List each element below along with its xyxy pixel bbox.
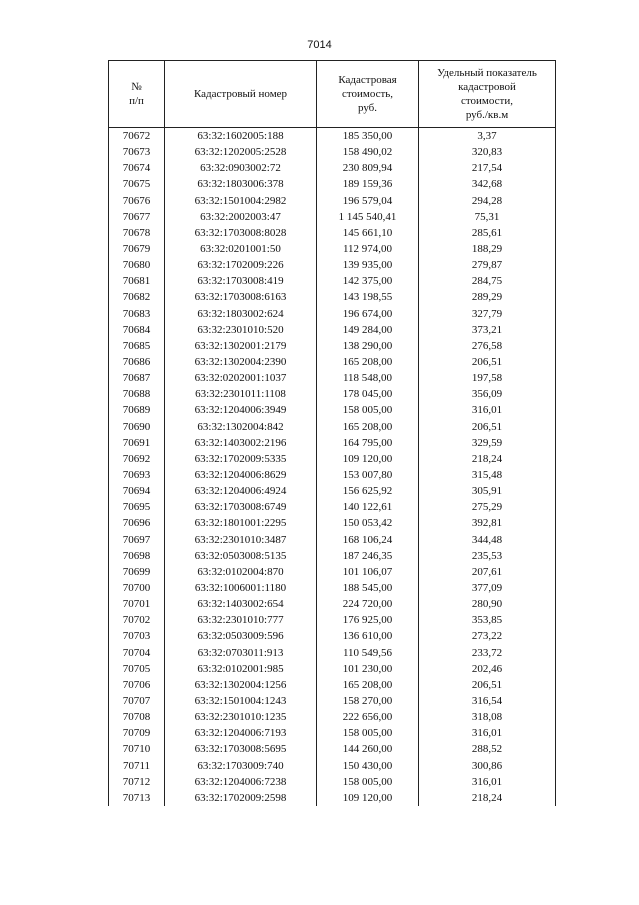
specific-value-cell: 276,58	[419, 338, 556, 354]
cadastral-number-cell: 63:32:1702009:2598	[165, 790, 317, 806]
table-row	[109, 176, 556, 192]
specific-value-cell: 197,58	[419, 370, 556, 386]
row-number-cell: 70684	[109, 322, 165, 338]
cadastral-number-cell: 63:32:1204006:8629	[165, 467, 317, 483]
row-number-cell: 70705	[109, 661, 165, 677]
table-row	[109, 564, 556, 580]
cadastral-cost-cell: 178 045,00	[317, 386, 419, 402]
row-number-cell: 70706	[109, 677, 165, 693]
cadastral-cost-cell: 101 230,00	[317, 661, 419, 677]
specific-value-cell: 289,29	[419, 289, 556, 305]
cadastral-cost-cell: 164 795,00	[317, 435, 419, 451]
cadastral-number-cell: 63:32:1403002:2196	[165, 435, 317, 451]
cadastral-cost-cell: 196 579,04	[317, 193, 419, 209]
cadastral-number-cell: 63:32:1302004:2390	[165, 354, 317, 370]
cadastral-cost-cell: 140 122,61	[317, 499, 419, 515]
cadastral-cost-cell: 158 270,00	[317, 693, 419, 709]
cadastral-cost-cell: 145 661,10	[317, 225, 419, 241]
table-row	[109, 483, 556, 499]
row-number-cell: 70673	[109, 144, 165, 160]
cadastral-cost-cell: 110 549,56	[317, 645, 419, 661]
specific-value-cell: 280,90	[419, 596, 556, 612]
table-row	[109, 354, 556, 370]
specific-value-cell: 284,75	[419, 273, 556, 289]
table-row	[109, 693, 556, 709]
cadastral-number-cell: 63:32:1702009:226	[165, 257, 317, 273]
specific-value-cell: 202,46	[419, 661, 556, 677]
cadastral-number-cell: 63:32:0201001:50	[165, 241, 317, 257]
table-row	[109, 306, 556, 322]
specific-value-cell: 300,86	[419, 757, 556, 773]
cadastral-cost-cell: 1 145 540,41	[317, 209, 419, 225]
cadastral-cost-cell: 150 430,00	[317, 757, 419, 773]
specific-value-cell: 75,31	[419, 209, 556, 225]
row-number-cell: 70698	[109, 548, 165, 564]
specific-value-cell: 273,22	[419, 628, 556, 644]
row-number-cell: 70674	[109, 160, 165, 176]
row-number-cell: 70689	[109, 402, 165, 418]
specific-value-cell: 316,01	[419, 774, 556, 790]
cadastral-number-cell: 63:32:0503009:596	[165, 628, 317, 644]
row-number-cell: 70695	[109, 499, 165, 515]
cadastral-number-cell: 63:32:1204006:4924	[165, 483, 317, 499]
specific-value-cell: 316,01	[419, 402, 556, 418]
table-row	[109, 209, 556, 225]
cadastral-table	[108, 60, 556, 806]
cadastral-number-cell: 63:32:1703008:5695	[165, 741, 317, 757]
specific-value-cell: 392,81	[419, 515, 556, 531]
cadastral-cost-cell: 189 159,36	[317, 176, 419, 192]
specific-value-cell: 320,83	[419, 144, 556, 160]
specific-value-cell: 342,68	[419, 176, 556, 192]
table-row	[109, 225, 556, 241]
table-row	[109, 499, 556, 515]
table-row	[109, 144, 556, 160]
header-specific-line: Удельный показатель	[437, 67, 537, 79]
row-number-cell: 70710	[109, 741, 165, 757]
row-number-cell: 70691	[109, 435, 165, 451]
table-row	[109, 741, 556, 757]
specific-value-cell: 206,51	[419, 419, 556, 435]
row-number-cell: 70678	[109, 225, 165, 241]
cadastral-cost-cell: 158 490,02	[317, 144, 419, 160]
cadastral-cost-cell: 149 284,00	[317, 322, 419, 338]
row-number-cell: 70690	[109, 419, 165, 435]
cadastral-number-cell: 63:32:1703008:6749	[165, 499, 317, 515]
table-row	[109, 725, 556, 741]
specific-value-cell: 305,91	[419, 483, 556, 499]
cadastral-cost-cell: 112 974,00	[317, 241, 419, 257]
cadastral-number-cell: 63:32:1202005:2528	[165, 144, 317, 160]
specific-value-cell: 288,52	[419, 741, 556, 757]
header-cadastral-number: Кадастровый номер	[165, 61, 317, 128]
specific-value-cell: 316,01	[419, 725, 556, 741]
table-row	[109, 661, 556, 677]
cadastral-cost-cell: 165 208,00	[317, 419, 419, 435]
header-specific-line: руб./кв.м	[465, 109, 509, 121]
table-row	[109, 709, 556, 725]
table-row	[109, 515, 556, 531]
cadastral-number-cell: 63:32:2301010:520	[165, 322, 317, 338]
table-row	[109, 532, 556, 548]
cadastral-number-cell: 63:32:1403002:654	[165, 596, 317, 612]
row-number-cell: 70675	[109, 176, 165, 192]
cadastral-cost-cell: 222 656,00	[317, 709, 419, 725]
cadastral-number-cell: 63:32:1204006:3949	[165, 402, 317, 418]
page-number: 7014	[307, 39, 332, 51]
table-row	[109, 677, 556, 693]
table-row	[109, 467, 556, 483]
row-number-cell: 70697	[109, 532, 165, 548]
cadastral-cost-cell: 196 674,00	[317, 306, 419, 322]
table-header-row	[109, 61, 556, 128]
table-row	[109, 757, 556, 773]
header-cost-line: стоимость,	[341, 88, 394, 100]
cadastral-number-cell: 63:32:1302004:842	[165, 419, 317, 435]
table-row	[109, 774, 556, 790]
cadastral-number-cell: 63:32:1801001:2295	[165, 515, 317, 531]
table-row	[109, 548, 556, 564]
table-row	[109, 257, 556, 273]
cadastral-number-cell: 63:32:2301010:3487	[165, 532, 317, 548]
table-row	[109, 628, 556, 644]
cadastral-cost-cell: 150 053,42	[317, 515, 419, 531]
row-number-cell: 70712	[109, 774, 165, 790]
specific-value-cell: 235,53	[419, 548, 556, 564]
cadastral-number-cell: 63:32:0102004:870	[165, 564, 317, 580]
cadastral-cost-cell: 109 120,00	[317, 451, 419, 467]
row-number-cell: 70704	[109, 645, 165, 661]
cadastral-cost-cell: 188 545,00	[317, 580, 419, 596]
row-number-cell: 70672	[109, 128, 165, 145]
row-number-cell: 70703	[109, 628, 165, 644]
row-number-cell: 70694	[109, 483, 165, 499]
cadastral-number-cell: 63:32:2002003:47	[165, 209, 317, 225]
row-number-cell: 70711	[109, 757, 165, 773]
cadastral-number-cell: 63:32:0703011:913	[165, 645, 317, 661]
table-row	[109, 128, 556, 145]
cadastral-cost-cell: 165 208,00	[317, 677, 419, 693]
table-row	[109, 612, 556, 628]
specific-value-cell: 207,61	[419, 564, 556, 580]
header-specific-line: кадастровой	[458, 81, 516, 93]
specific-value-cell: 344,48	[419, 532, 556, 548]
specific-value-cell: 316,54	[419, 693, 556, 709]
specific-value-cell: 377,09	[419, 580, 556, 596]
row-number-cell: 70686	[109, 354, 165, 370]
cadastral-number-cell: 63:32:0903002:72	[165, 160, 317, 176]
cadastral-cost-cell: 176 925,00	[317, 612, 419, 628]
specific-value-cell: 315,48	[419, 467, 556, 483]
table-row	[109, 160, 556, 176]
specific-value-cell: 318,08	[419, 709, 556, 725]
cadastral-cost-cell: 142 375,00	[317, 273, 419, 289]
cadastral-cost-cell: 118 548,00	[317, 370, 419, 386]
cadastral-cost-cell: 224 720,00	[317, 596, 419, 612]
cadastral-cost-cell: 158 005,00	[317, 402, 419, 418]
cadastral-cost-cell: 143 198,55	[317, 289, 419, 305]
table-row	[109, 435, 556, 451]
table-row	[109, 289, 556, 305]
table-row	[109, 273, 556, 289]
cadastral-number-cell: 63:32:1602005:188	[165, 128, 317, 145]
row-number-cell: 70708	[109, 709, 165, 725]
table-row	[109, 241, 556, 257]
cadastral-cost-cell: 158 005,00	[317, 725, 419, 741]
cadastral-cost-cell: 139 935,00	[317, 257, 419, 273]
header-number-line: №	[131, 81, 142, 93]
table-row	[109, 451, 556, 467]
header-number-line: п/п	[129, 95, 144, 107]
row-number-cell: 70683	[109, 306, 165, 322]
specific-value-cell: 353,85	[419, 612, 556, 628]
cadastral-number-cell: 63:32:2301010:1235	[165, 709, 317, 725]
cadastral-number-cell: 63:32:2301011:1108	[165, 386, 317, 402]
row-number-cell: 70707	[109, 693, 165, 709]
table-row	[109, 419, 556, 435]
cadastral-number-cell: 63:32:1501004:2982	[165, 193, 317, 209]
row-number-cell: 70693	[109, 467, 165, 483]
cadastral-number-cell: 63:32:0503008:5135	[165, 548, 317, 564]
row-number-cell: 70699	[109, 564, 165, 580]
specific-value-cell: 218,24	[419, 451, 556, 467]
cadastral-number-cell: 63:32:1501004:1243	[165, 693, 317, 709]
row-number-cell: 70679	[109, 241, 165, 257]
cadastral-cost-cell: 230 809,94	[317, 160, 419, 176]
specific-value-cell: 279,87	[419, 257, 556, 273]
row-number-cell: 70713	[109, 790, 165, 806]
cadastral-number-cell: 63:32:1204006:7193	[165, 725, 317, 741]
specific-value-cell: 233,72	[419, 645, 556, 661]
row-number-cell: 70687	[109, 370, 165, 386]
row-number-cell: 70677	[109, 209, 165, 225]
table-row	[109, 402, 556, 418]
row-number-cell: 70709	[109, 725, 165, 741]
cadastral-number-cell: 63:32:1204006:7238	[165, 774, 317, 790]
cadastral-cost-cell: 101 106,07	[317, 564, 419, 580]
cadastral-number-cell: 63:32:0102001:985	[165, 661, 317, 677]
cadastral-number-cell: 63:32:1803002:624	[165, 306, 317, 322]
row-number-cell: 70680	[109, 257, 165, 273]
cadastral-cost-cell: 109 120,00	[317, 790, 419, 806]
table-row	[109, 338, 556, 354]
cadastral-cost-cell: 187 246,35	[317, 548, 419, 564]
specific-value-cell: 329,59	[419, 435, 556, 451]
table-row	[109, 193, 556, 209]
table-body	[109, 128, 556, 806]
cadastral-cost-cell: 185 350,00	[317, 128, 419, 145]
cadastral-cost-cell: 153 007,80	[317, 467, 419, 483]
specific-value-cell: 294,28	[419, 193, 556, 209]
row-number-cell: 70681	[109, 273, 165, 289]
specific-value-cell: 206,51	[419, 354, 556, 370]
specific-value-cell: 206,51	[419, 677, 556, 693]
header-specific-line: стоимости,	[461, 95, 513, 107]
header-cost-line: руб.	[357, 102, 378, 114]
specific-value-cell: 3,37	[419, 128, 556, 145]
row-number-cell: 70700	[109, 580, 165, 596]
cadastral-number-cell: 63:32:1702009:5335	[165, 451, 317, 467]
table-row	[109, 790, 556, 806]
cadastral-number-cell: 63:32:1703008:8028	[165, 225, 317, 241]
row-number-cell: 70692	[109, 451, 165, 467]
table-row	[109, 386, 556, 402]
cadastral-cost-cell: 138 290,00	[317, 338, 419, 354]
cadastral-number-cell: 63:32:1302001:2179	[165, 338, 317, 354]
cadastral-cost-cell: 165 208,00	[317, 354, 419, 370]
cadastral-cost-cell: 168 106,24	[317, 532, 419, 548]
table-row	[109, 370, 556, 386]
specific-value-cell: 373,21	[419, 322, 556, 338]
cadastral-number-cell: 63:32:1703009:740	[165, 757, 317, 773]
cadastral-number-cell: 63:32:0202001:1037	[165, 370, 317, 386]
cadastral-number-cell: 63:32:1703008:6163	[165, 289, 317, 305]
specific-value-cell: 218,24	[419, 790, 556, 806]
cadastral-number-cell: 63:32:2301010:777	[165, 612, 317, 628]
cadastral-cost-cell: 156 625,92	[317, 483, 419, 499]
cadastral-number-cell: 63:32:1302004:1256	[165, 677, 317, 693]
row-number-cell: 70688	[109, 386, 165, 402]
row-number-cell: 70701	[109, 596, 165, 612]
table-row	[109, 580, 556, 596]
cadastral-number-cell: 63:32:1006001:1180	[165, 580, 317, 596]
header-cadastral-cost	[317, 61, 419, 128]
cadastral-cost-cell: 144 260,00	[317, 741, 419, 757]
specific-value-cell: 356,09	[419, 386, 556, 402]
cadastral-number-cell: 63:32:1703008:419	[165, 273, 317, 289]
row-number-cell: 70702	[109, 612, 165, 628]
cadastral-cost-cell: 158 005,00	[317, 774, 419, 790]
specific-value-cell: 217,54	[419, 160, 556, 176]
specific-value-cell: 285,61	[419, 225, 556, 241]
row-number-cell: 70696	[109, 515, 165, 531]
specific-value-cell: 275,29	[419, 499, 556, 515]
header-specific-value	[419, 61, 556, 128]
header-number	[109, 61, 165, 128]
table-row	[109, 596, 556, 612]
specific-value-cell: 327,79	[419, 306, 556, 322]
header-cost-line: Кадастровая	[338, 74, 397, 86]
table-row	[109, 322, 556, 338]
cadastral-number-cell: 63:32:1803006:378	[165, 176, 317, 192]
row-number-cell: 70685	[109, 338, 165, 354]
row-number-cell: 70676	[109, 193, 165, 209]
table-row	[109, 645, 556, 661]
specific-value-cell: 188,29	[419, 241, 556, 257]
cadastral-cost-cell: 136 610,00	[317, 628, 419, 644]
row-number-cell: 70682	[109, 289, 165, 305]
